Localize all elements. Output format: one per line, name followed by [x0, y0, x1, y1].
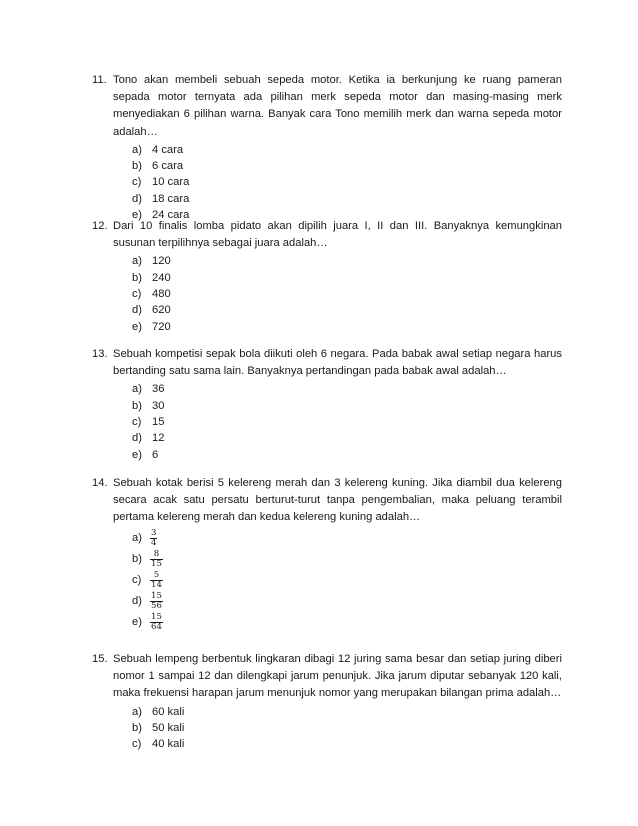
option-label: a)	[132, 531, 142, 544]
question-14	[92, 475, 562, 634]
option-value: 10 cara	[152, 176, 190, 189]
option-label: a)	[132, 255, 142, 268]
fraction	[150, 550, 163, 569]
option-value: 15	[152, 416, 165, 428]
option-e	[132, 447, 562, 463]
question-number: 14.	[92, 477, 108, 489]
question-number: 15.	[92, 653, 108, 665]
question-text: Dari 10 finalis lomba pidato akan dipilih juara I, II dan III. Banyaknya kemungkinan susunan terpilihnya sebagai juara adalah…	[113, 220, 562, 250]
option-d	[132, 302, 562, 318]
option-d	[132, 430, 562, 446]
fraction	[150, 613, 163, 632]
question-15	[92, 651, 562, 753]
fraction	[150, 529, 157, 548]
option-b	[132, 158, 562, 174]
option-b	[132, 398, 562, 414]
option-d	[132, 191, 562, 207]
option-label: c)	[132, 573, 142, 586]
question-number: 11.	[92, 74, 107, 86]
option-label: c)	[132, 416, 142, 428]
option-label: a)	[132, 705, 142, 718]
option-label: d)	[132, 432, 142, 445]
option-e	[132, 612, 562, 633]
options-list	[132, 253, 562, 334]
option-label: c)	[132, 288, 142, 300]
question-text: Sebuah kotak berisi 5 kelereng merah dan 3 kelereng kuning. Jika diambil dua kelereng secara acak satu persatu berturut-turut tanpa pengembalian, maka peluang terambil pertama kelereng merah dan kedua kelereng kuning adalah…	[113, 477, 562, 524]
question-13	[92, 346, 562, 463]
option-c	[132, 286, 562, 302]
option-c	[132, 174, 562, 190]
option-value: 240	[152, 271, 171, 284]
option-value: 480	[152, 288, 171, 300]
option-label: b)	[132, 160, 142, 173]
option-d	[132, 591, 562, 612]
option-b	[132, 549, 562, 570]
question-11	[92, 72, 562, 223]
fraction-denominator: 15	[151, 558, 162, 569]
option-label: a)	[132, 143, 142, 156]
option-b	[132, 720, 562, 736]
option-label: e)	[132, 448, 142, 461]
option-b	[132, 270, 562, 286]
option-value: 6 cara	[152, 160, 184, 173]
fraction-numerator: 15	[151, 591, 162, 602]
option-value: 40 kali	[152, 738, 185, 751]
question-text: Sebuah lempeng berbentuk lingkaran dibagi 12 juring sama besar dan setiap juring diberi nomor 1 sampai 12 dan dilengkapi jarum penunjuk. Jika jarum diputar sebanyak 120 kali, maka frekuensi harapan jarum menunjuk nomor yang merupakan bilangan prima adalah…	[113, 653, 562, 700]
option-value: 4 cara	[152, 143, 184, 156]
options-list	[132, 528, 562, 634]
option-a	[132, 253, 562, 269]
option-c	[132, 570, 562, 591]
option-label: c)	[132, 176, 142, 189]
fraction-numerator: 15	[151, 612, 162, 623]
option-label: e)	[132, 209, 142, 221]
fraction	[150, 592, 163, 611]
option-a	[132, 704, 562, 720]
question-number: 12.	[92, 220, 108, 232]
fraction-numerator: 8	[153, 548, 160, 559]
option-a	[132, 142, 562, 158]
option-a	[132, 381, 562, 397]
options-list	[132, 142, 562, 223]
fraction-denominator: 14	[151, 580, 162, 591]
option-e	[132, 319, 562, 335]
option-value: 36	[152, 383, 165, 396]
option-c	[132, 736, 562, 752]
option-a	[132, 528, 562, 549]
fraction-numerator: 3	[151, 527, 157, 538]
fraction-denominator: 64	[151, 622, 162, 633]
option-label: c)	[132, 738, 142, 751]
option-value: 12	[152, 432, 165, 445]
option-value: 30	[152, 399, 165, 412]
question-text: Sebuah kompetisi sepak bola diikuti oleh 6 negara. Pada babak awal setiap negara harus bertanding satu sama lain. Banyaknya pertandingan pada babak awal adalah…	[113, 348, 562, 378]
option-label: d)	[132, 595, 142, 608]
option-label: e)	[132, 616, 142, 629]
option-c	[132, 414, 562, 430]
question-text: Tono akan membeli sebuah sepeda motor. Ketika ia berkunjung ke ruang pameran sepada motor ternyata ada pilihan merk sepeda motor dan masing-masing merk menyediakan 6 pilihan warna. Banyak cara Tono memilih merk dan warna sepeda motor adalah…	[113, 74, 562, 138]
option-value: 120	[152, 255, 171, 268]
option-value: 50 kali	[152, 721, 185, 734]
option-value: 620	[152, 304, 171, 317]
option-label: e)	[132, 320, 142, 333]
question-12	[92, 218, 562, 335]
fraction-numerator: 5	[153, 570, 160, 581]
option-label: d)	[132, 304, 142, 317]
option-value: 60 kali	[152, 705, 185, 718]
fraction-denominator: 56	[151, 601, 162, 612]
option-label: b)	[132, 271, 142, 284]
options-list	[132, 704, 562, 753]
option-label: b)	[132, 721, 142, 734]
option-label: d)	[132, 192, 142, 205]
option-label: b)	[132, 399, 142, 412]
option-value: 18 cara	[152, 192, 190, 205]
option-value: 720	[152, 320, 171, 333]
option-value: 24 cara	[152, 209, 190, 221]
option-value: 6	[152, 448, 159, 461]
options-list	[132, 381, 562, 462]
fraction-denominator: 4	[151, 537, 157, 548]
option-label: a)	[132, 383, 142, 396]
option-label: b)	[132, 552, 142, 565]
fraction	[150, 571, 163, 590]
question-number: 13.	[92, 348, 108, 360]
